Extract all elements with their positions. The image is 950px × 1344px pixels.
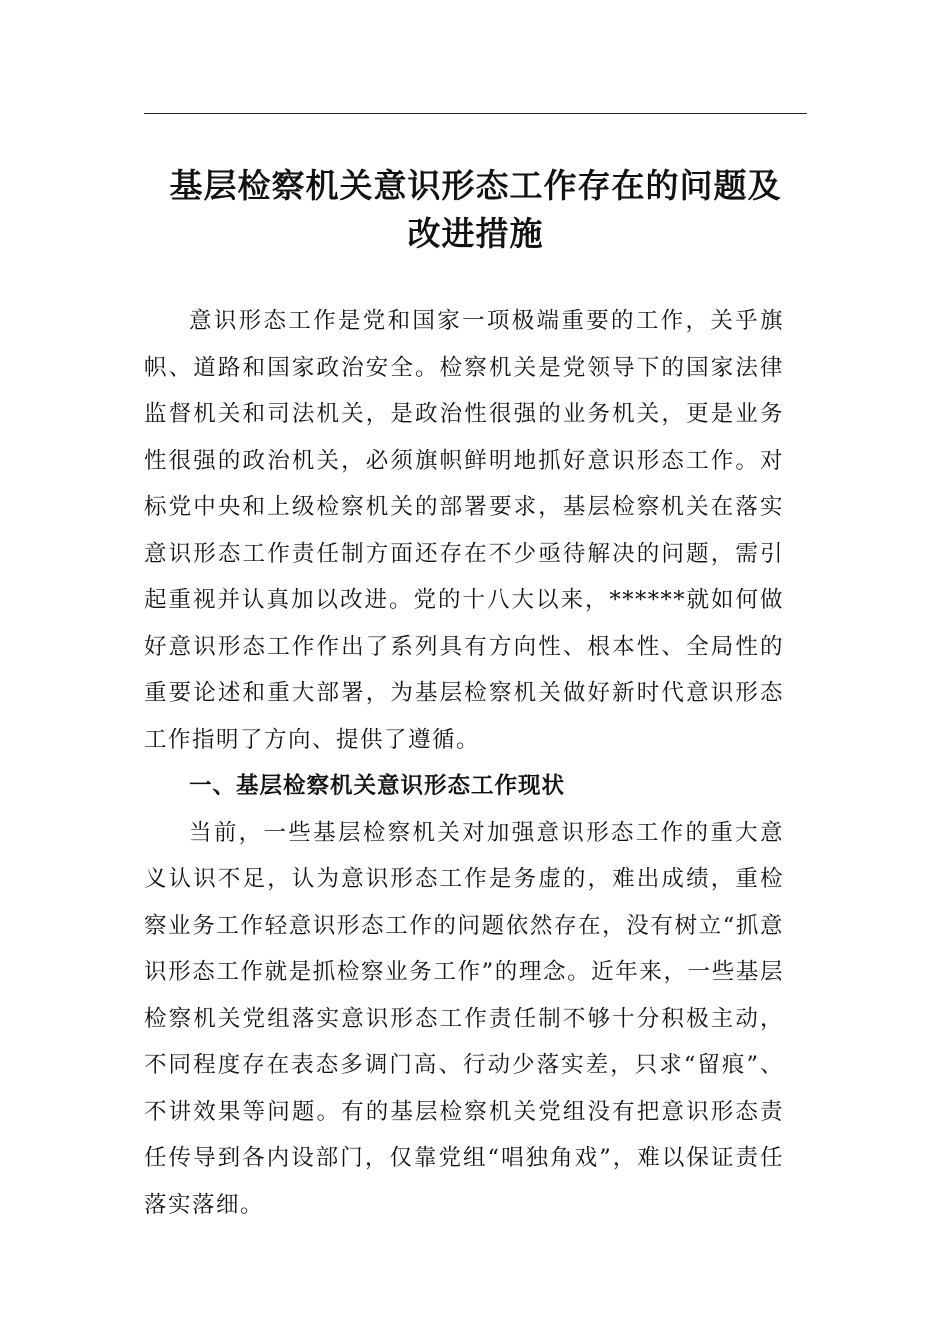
section-1-paragraph: 当前，一些基层检察机关对加强意识形态工作的重大意义认识不足，认为意识形态工作是务虚的，难出成绩，重检察业务工作轻意识形态工作的问题依然存在，没有树立“抓意识形态工作就是抓检察业务工作”的理念。近年来，一些基层检察机关党组落实意识形态工作责任制不够十分积极主动，不同程度存在表态多调门高、行动少落实差，只求“留痕”、不讲效果等问题。有的基层检察机关党组没有把意识形态责任传导到各内设部门，仅靠党组“唱独角戏”，难以保证责任落实落细。 [144, 819, 784, 1218]
header-rule [144, 113, 807, 114]
section-1-heading: 一、基层检察机关意识形态工作现状 [189, 773, 566, 799]
document-title [144, 162, 807, 258]
document-body [144, 298, 784, 1228]
title-line-2: 改进措施 [407, 214, 544, 253]
intro-paragraph: 意识形态工作是党和国家一项极端重要的工作，关乎旗帜、道路和国家政治安全。检察机关是党领导下的国家法律监督机关和司法机关，是政治性很强的业务机关，更是业务性很强的政治机关，必须旗帜鲜明地抓好意识形态工作。对标党中央和上级检察机关的部署要求，基层检察机关在落实意识形态工作责任制方面还存在不少亟待解决的问题，需引起重视并认真加以改进。党的十八大以来，******就如何做好意识形态工作作出了系列具有方向性、根本性、全局性的重要论述和重大部署，为基层检察机关做好新时代意识形态工作指明了方向、提供了遵循。 [144, 308, 784, 753]
title-line-1: 基层检察机关意识形态工作存在的问题及 [169, 166, 782, 205]
